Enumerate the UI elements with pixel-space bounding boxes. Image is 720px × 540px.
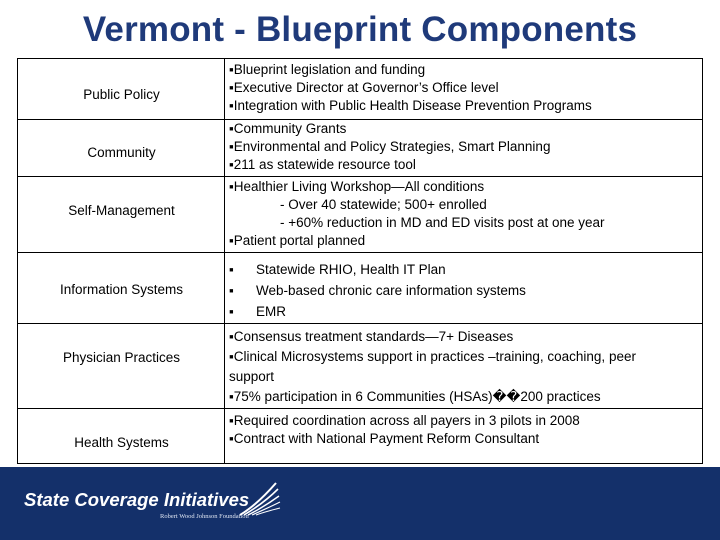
row-label-cell: [18, 253, 225, 323]
row-content-cell: [225, 412, 702, 448]
row-bullet: ▪Patient portal planned: [229, 233, 366, 248]
row-bullet: ▪Contract with National Payment Reform Consultant: [229, 431, 540, 446]
table-row: [18, 119, 702, 176]
row-label-cell: [18, 324, 225, 408]
row-bullet: ▪Blueprint legislation and funding: [229, 62, 426, 77]
row-bullet: ▪Consensus treatment standards—7+ Diseases: [229, 329, 514, 344]
row-label-cell: [18, 409, 225, 463]
wing-logo-icon: [236, 479, 282, 521]
row-label: Information Systems: [59, 282, 184, 297]
row-label-cell: [18, 120, 225, 176]
row-label: Public Policy: [83, 87, 160, 102]
row-bullet: ▪211 as statewide resource tool: [229, 157, 416, 172]
row-label: Community: [87, 145, 156, 160]
brand-wordmark: State Coverage Initiatives: [24, 489, 250, 510]
row-bullet: ▪Clinical Microsystems support in practices –training, coaching, peer: [229, 349, 636, 364]
row-content-cell: [225, 327, 702, 407]
row-bullet: ▪Healthier Living Workshop—All conditions: [229, 179, 485, 194]
row-label-cell: [18, 177, 225, 252]
row-content-cell: [225, 178, 702, 250]
row-bullet: Web-based chronic care information systems: [256, 283, 526, 298]
table-row: [18, 176, 702, 252]
row-content-cell: [225, 61, 702, 115]
row-label: Physician Practices: [62, 350, 181, 365]
row-label: Self-Management: [68, 203, 175, 218]
row-bullet: Statewide RHIO, Health IT Plan: [256, 262, 446, 277]
table-row: [18, 59, 702, 119]
bullet-icon: ▪: [229, 283, 234, 298]
row-content-cell: [225, 259, 702, 322]
components-table: [17, 58, 703, 464]
page-title: Vermont - Blueprint Components: [82, 10, 638, 49]
row-label-cell: [18, 59, 225, 119]
bullet-icon: ▪: [229, 304, 234, 319]
row-content-cell: [225, 120, 702, 174]
row-bullet: ▪75% participation in 6 Communities (HSAs)��200 practices: [229, 389, 601, 404]
row-bullet: ▪Integration with Public Health Disease Prevention Programs: [229, 98, 592, 113]
table-row: [18, 252, 702, 323]
row-bullet: EMR: [256, 304, 286, 319]
row-subitem: - Over 40 statewide; 500+ enrolled: [280, 197, 487, 212]
table-row: [18, 323, 702, 408]
foundation-credit: Robert Wood Johnson Foundation: [160, 513, 249, 520]
row-bullet: ▪Environmental and Policy Strategies, Smart Planning: [229, 139, 551, 154]
bullet-icon: ▪: [229, 262, 234, 277]
row-bullet: ▪Required coordination across all payers in 3 pilots in 2008: [229, 413, 580, 428]
row-bullet: ▪Executive Director at Governor’s Office level: [229, 80, 499, 95]
row-subitem: - +60% reduction in MD and ED visits post at one year: [280, 215, 605, 230]
footer-bar: [0, 467, 720, 540]
table-row: [18, 408, 702, 463]
row-bullet: ▪Community Grants: [229, 121, 347, 136]
row-bullet-continued: support: [229, 369, 275, 384]
row-label: Health Systems: [74, 435, 169, 450]
